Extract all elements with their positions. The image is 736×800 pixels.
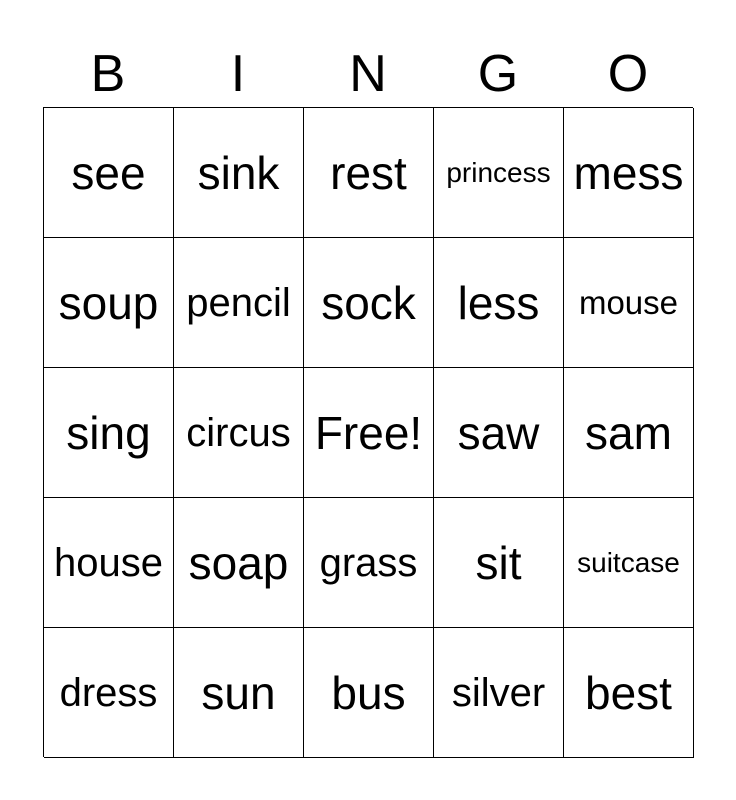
bingo-cell[interactable]: soap bbox=[174, 498, 304, 628]
bingo-cell[interactable]: see bbox=[44, 108, 174, 238]
bingo-cell[interactable]: bus bbox=[304, 628, 434, 758]
bingo-cell[interactable]: less bbox=[434, 238, 564, 368]
bingo-header bbox=[43, 40, 693, 108]
bingo-cell[interactable]: sam bbox=[564, 368, 694, 498]
bingo-free-cell[interactable]: Free! bbox=[304, 368, 434, 498]
bingo-cell[interactable]: sit bbox=[434, 498, 564, 628]
header-letter-b: B bbox=[90, 45, 126, 103]
bingo-cell[interactable]: pencil bbox=[174, 238, 304, 368]
bingo-cell[interactable]: saw bbox=[434, 368, 564, 498]
header-letter-o: O bbox=[607, 45, 649, 103]
bingo-cell[interactable]: circus bbox=[174, 368, 304, 498]
bingo-cell[interactable]: house bbox=[44, 498, 174, 628]
bingo-cell[interactable]: mess bbox=[564, 108, 694, 238]
bingo-cell[interactable]: silver bbox=[434, 628, 564, 758]
bingo-cell[interactable]: sing bbox=[44, 368, 174, 498]
header-letter-i: I bbox=[230, 45, 246, 103]
bingo-cell[interactable]: dress bbox=[44, 628, 174, 758]
header-letter-g: G bbox=[477, 45, 519, 103]
bingo-cell[interactable]: sock bbox=[304, 238, 434, 368]
bingo-cell[interactable]: soup bbox=[44, 238, 174, 368]
bingo-cell[interactable]: best bbox=[564, 628, 694, 758]
bingo-cell[interactable]: suitcase bbox=[564, 498, 694, 628]
bingo-cell[interactable]: grass bbox=[304, 498, 434, 628]
bingo-card-grid bbox=[43, 107, 693, 757]
bingo-cell[interactable]: rest bbox=[304, 108, 434, 238]
bingo-cell[interactable]: princess bbox=[434, 108, 564, 238]
bingo-cell[interactable]: sun bbox=[174, 628, 304, 758]
bingo-cell[interactable]: sink bbox=[174, 108, 304, 238]
bingo-cell[interactable]: mouse bbox=[564, 238, 694, 368]
header-letter-n: N bbox=[349, 45, 387, 103]
